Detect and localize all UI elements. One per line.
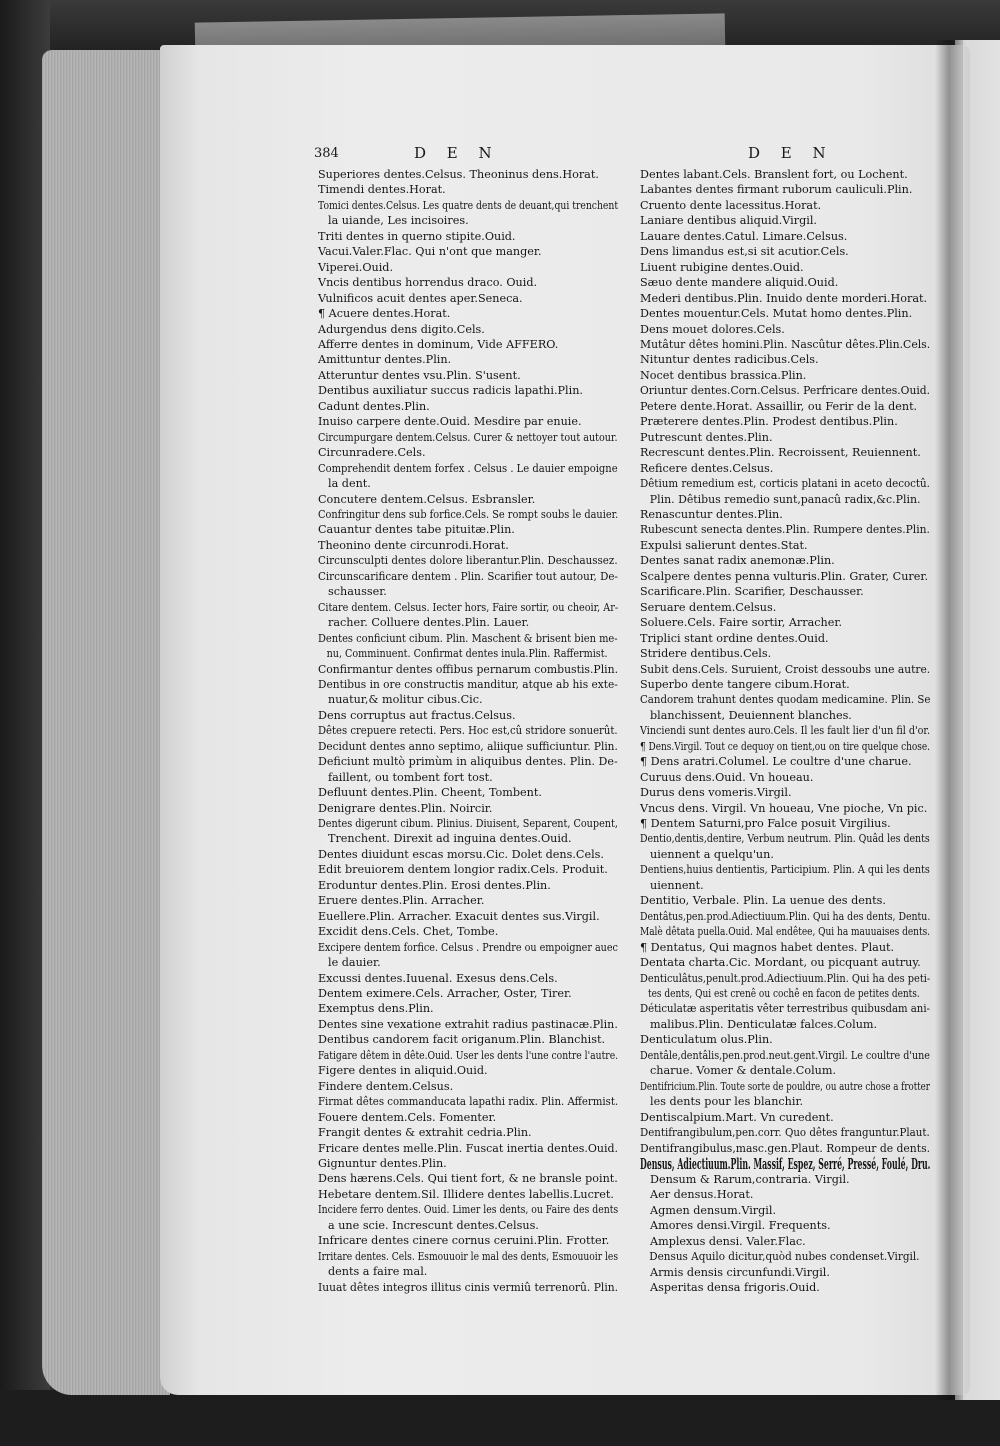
dictionary-entry: Afferre dentes in dominum, Vide AFFERO. [318,337,559,351]
dictionary-entry: uiennent. [650,878,704,892]
right-column-entries [640,167,930,1296]
dictionary-entry: Lauare dentes.Catul. Limare.Celsus. [640,229,848,243]
dictionary-entry: les dents pour les blanchir. [650,1095,804,1109]
dictionary-entry: Atteruntur dentes vsu.Plin. S'usent. [318,368,521,382]
dictionary-entry: Dêtium remedium est, corticis platani in aceto decoctû. [640,477,930,491]
dictionary-entry: dents a faire mal. [328,1265,428,1279]
dictionary-entry: Confringitur dens sub forfice.Cels. Se rompt soubs le dauier. [318,507,619,521]
dictionary-entry: Densus Aquilo dicitur,quòd nubes condenset.Virgil. [649,1250,920,1264]
dictionary-entry: Vulnificos acuit dentes aper.Seneca. [318,291,523,305]
dictionary-entry: charue. Vomer & dentale.Colum. [650,1064,837,1078]
dictionary-entry: Dentibus auxiliatur succus radicis lapathi.Plin. [318,384,583,398]
dictionary-entry: Firmat dêtes commanducata lapathi radix. Plin. Affermist. [318,1095,619,1109]
dictionary-entry: Dens hærens.Cels. Qui tient fort, & ne bransle point. [318,1172,618,1186]
dictionary-entry: Candorem trahunt dentes quodam medicamine. Plin. Se [640,693,931,707]
dictionary-entry: Nocet dentibus brassica.Plin. [640,368,807,382]
dictionary-entry: Dentibus candorem facit origanum.Plin. Blanchist. [318,1033,605,1047]
dictionary-entry: Gignuntur dentes.Plin. [318,1157,447,1170]
dictionary-entry: Fatigare dêtem in dête.Ouid. User les dents l'une contre l'autre. [318,1048,619,1062]
dictionary-entry: Cauantur dentes tabe pituitæ.Plin. [318,523,515,537]
page-block-edges [42,50,170,1395]
dictionary-entry: Dens corruptus aut fractus.Celsus. [318,708,516,722]
dictionary-entry: ¶ Acuere dentes.Horat. [318,307,451,321]
dictionary-entry: Denticulatum olus.Plin. [640,1033,773,1047]
dictionary-entry: nuatur,& molitur cibus.Cic. [328,693,483,707]
dictionary-entry: Circunscarificare dentem . Plin. Scarifier tout autour, De- [318,569,618,583]
dictionary-entry: Reficere dentes.Celsus. [640,461,774,475]
dictionary-entry: Excidit dens.Cels. Chet, Tombe. [318,925,499,939]
dictionary-entry: Deficiunt multò primùm in aliquibus dentes. Plin. De- [318,755,618,769]
dictionary-entry: Asperitas densa frigoris.Ouid. [650,1281,820,1295]
dictionary-entry: Citare dentem. Celsus. Iecter hors, Faire sortir, ou cheoir, Ar- [318,600,619,614]
dictionary-entry: Eroduntur dentes.Plin. Erosi dentes.Plin. [318,878,551,892]
dictionary-entry: Concutere dentem.Celsus. Esbransler. [318,492,536,506]
dictionary-entry: Inuiso carpere dente.Ouid. Mesdire par enuie. [318,415,582,429]
dictionary-entry: Déticulatæ asperitatis vêter terrestribus quibusdam ani- [640,1002,930,1016]
dictionary-entry: Findere dentem.Celsus. [318,1079,454,1093]
dictionary-entry: ¶ Dentem Saturni,pro Falce posuit Virgilius. [640,817,891,831]
dictionary-entry: Denigrare dentes.Plin. Noircir. [318,801,493,815]
dictionary-entry: Stridere dentibus.Cels. [640,647,772,661]
dictionary-entry: Dentâle,dentâlis,pen.prod.neut.gent.Virgil. Le coultre d'une [640,1048,930,1062]
dictionary-entry: Amplexus densi. Valer.Flac. [650,1234,806,1248]
dictionary-entry: Frangit dentes & extrahit cedria.Plin. [318,1126,532,1140]
dictionary-entry: Irritare dentes. Cels. Esmouuoir le mal des dents, Esmouuoir les [318,1249,619,1263]
dictionary-entry: Circunsculpti dentes dolore liberantur.Plin. Deschaussez. [318,554,618,568]
dictionary-entry: Rubescunt senecta dentes.Plin. Rumpere dentes.Plin. [640,523,930,537]
dictionary-entry: la dent. [328,477,371,491]
dictionary-entry: racher. Colluere dentes.Plin. Lauer. [328,616,530,630]
dictionary-entry: Confirmantur dentes offibus pernarum combustis.Plin. [318,662,619,676]
page-gutter-shadow [935,40,963,1400]
dictionary-entry: Denticulâtus,penult.prod.Adiectiuum.Plin. Qui ha des peti- [640,971,931,985]
dictionary-entry: Recrescunt dentes.Plin. Recroissent, Reuiennent. [640,446,921,460]
dictionary-entry: Dens limandus est,si sit acutior.Cels. [640,245,849,259]
dictionary-entry: Soluere.Cels. Faire sortir, Arracher. [640,616,843,630]
dictionary-entry: Infricare dentes cinere cornus ceruini.Plin. Frotter. [318,1234,610,1248]
running-head-left: D E N [414,144,500,162]
dictionary-entry: Sæuo dente mandere aliquid.Ouid. [640,276,839,290]
dictionary-entry: Superiores dentes.Celsus. Theoninus dens.Horat. [318,168,599,181]
dictionary-entry: faillent, ou tombent fort tost. [328,770,493,784]
dictionary-entry: Triti dentes in querno stipite.Ouid. [318,229,516,243]
dictionary-entry: Labantes dentes firmant ruborum cauliculi.Plin. [640,183,913,197]
left-column-entries [318,167,618,1295]
dictionary-entry: Dentifrangibulum,pen.corr. Quo dêtes franguntur.Plaut. [640,1126,930,1140]
dictionary-entry: Armis densis circunfundi.Virgil. [650,1265,830,1279]
dictionary-entry: Dentifricium.Plin. Toute sorte de pouldre, ou autre chose a frotter [640,1079,930,1093]
dictionary-entry: Vacui.Valer.Flac. Qui n'ont que manger. [318,245,542,259]
dictionary-entry: a une scie. Increscunt dentes.Celsus. [328,1218,539,1232]
dictionary-entry: ¶ Dens.Virgil. Tout ce dequoy on tient,ou on tire quelque chose. [640,739,931,753]
dictionary-entry: Dentiscalpium.Mart. Vn curedent. [640,1110,834,1124]
dictionary-entry: Dentes labant.Cels. Branslent fort, ou Lochent. [640,168,908,181]
dictionary-entry: Tomici dentes.Celsus. Les quatre dents de deuant,qui trenchent [318,198,619,212]
dictionary-entry: Iuuat dêtes integros illitus cinis vermiû terrenorû. Plin. [318,1280,619,1294]
dictionary-entry: Cruento dente lacessitus.Horat. [640,198,822,212]
dictionary-entry: Scalpere dentes penna vulturis.Plin. Grater, Curer. [640,569,929,583]
dictionary-entry: Incidere ferro dentes. Ouid. Limer les dents, ou Faire des dents [318,1203,619,1217]
dictionary-entry: Vinciendi sunt dentes auro.Cels. Il les fault lier d'un fil d'or. [640,724,931,738]
dictionary-entry: Agmen densum.Virgil. [650,1203,777,1217]
dictionary-entry: Theonino dente circunrodi.Horat. [318,538,509,552]
dictionary-entry: Præterere dentes.Plin. Prodest dentibus.Plin. [640,415,898,429]
dictionary-entry: Decidunt dentes anno septimo, aliique sufficiuntur. Plin. [318,739,618,753]
dictionary-entry: uiennent a quelqu'un. [650,847,774,861]
dictionary-entry: Densum & Rarum,contraria. Virgil. [650,1173,850,1186]
dictionary-entry: Dentata charta.Cic. Mordant, ou picquant autruy. [640,956,921,970]
dictionary-entry: Scarificare.Plin. Scarifier, Deschausser. [640,585,864,599]
dictionary-entry: Mutâtur dêtes homini.Plin. Nascûtur dêtes.Plin.Cels. [640,337,931,351]
dictionary-entry: Edit breuiorem dentem longior radix.Cels. Produit. [318,863,608,877]
dictionary-entry: nu, Comminuent. Confirmat dentes inula.Plin. Raffermist. [326,647,608,661]
dictionary-entry: Vncus dens. Virgil. Vn houeau, Vne pioche, Vn pic. [640,801,928,815]
dictionary-entry: Petere dente.Horat. Assaillir, ou Ferir de la dent. [640,399,918,413]
dictionary-entry: ¶ Dens aratri.Columel. Le coultre d'une charue. [640,755,912,769]
dictionary-entry: Renascuntur dentes.Plin. [640,507,783,521]
dictionary-entry: Amores densi.Virgil. Frequents. [650,1219,831,1233]
dictionary-entry: Figere dentes in aliquid.Ouid. [318,1064,488,1078]
dictionary-entry: Dentio,dentis,dentire, Verbum neutrum. Plin. Quâd les dents [640,832,930,846]
page-number: 384 [314,146,339,161]
dictionary-entry: Expulsi salierunt dentes.Stat. [640,538,808,552]
dictionary-entry: Dentes diuidunt escas morsu.Cic. Dolet dens.Cels. [318,847,604,861]
dictionary-entry: Triplici stant ordine dentes.Ouid. [640,631,829,645]
dictionary-entry: ¶ Dentatus, Qui magnos habet dentes. Plaut. [640,940,895,954]
dictionary-entry: tes dents, Qui est crenê ou cochê en facon de petites dents. [648,987,920,1001]
dictionary-entry: Laniare dentibus aliquid.Virgil. [640,214,817,228]
dictionary-entry: Excipere dentem forfice. Celsus . Prendre ou empoigner auec [318,940,618,954]
book-cover-bottom [0,1390,1000,1446]
dictionary-entry: Hebetare dentem.Sil. Illidere dentes labellis.Lucret. [318,1187,614,1201]
dictionary-entry: Excussi dentes.Iuuenal. Exesus dens.Cels. [318,971,558,985]
dictionary-entry: Oriuntur dentes.Corn.Celsus. Perfricare dentes.Ouid. [640,384,931,398]
dictionary-entry: Densus, Adiectiuum.Plin. Massif, Espez, Serré, Pressé, Foulé, Dru. [640,1155,931,1173]
dictionary-entry: Dentitio, Verbale. Plin. La uenue des dents. [640,894,886,908]
dictionary-entry: Adurgendus dens digito.Cels. [318,322,485,336]
dictionary-entry: Defluunt dentes.Plin. Cheent, Tombent. [318,786,542,800]
dictionary-entry: blanchissent, Deuiennent blanches. [650,708,852,722]
dictionary-entry: Dentes sine vexatione extrahit radius pastinacæ.Plin. [318,1017,618,1031]
dictionary-entry: Comprehendit dentem forfex . Celsus . Le dauier empoigne [318,461,618,475]
dictionary-entry: Superbo dente tangere cibum.Horat. [640,677,850,691]
dictionary-entry: Amittuntur dentes.Plin. [318,353,452,367]
dictionary-entry: la uiande, Les incisoires. [328,214,469,228]
dictionary-entry: Dentem eximere.Cels. Arracher, Oster, Tirer. [318,987,572,1001]
dictionary-entry: Dentes mouentur.Cels. Mutat homo dentes.Plin. [640,307,913,321]
dictionary-entry: Cadunt dentes.Plin. [318,399,430,413]
dictionary-entry: Subit dens.Cels. Suruient, Croist dessoubs une autre. [640,662,931,676]
dictionary-entry: Dentâtus,pen.prod.Adiectiuum.Plin. Qui ha des dents, Dentu. [640,909,931,923]
dictionary-entry: Curuus dens.Ouid. Vn houeau. [640,770,814,784]
dictionary-entry: Circunradere.Cels. [318,446,426,460]
dictionary-entry: Malè dêtata puella.Ouid. Mal endêtee, Qui ha mauuaises dents. [640,925,931,939]
dictionary-entry: Dentibus in ore constructis manditur, atque ab his exte- [318,677,618,691]
dictionary-entry: Putrescunt dentes.Plin. [640,430,773,444]
dictionary-entry: schausser. [328,585,387,599]
dictionary-entry: Aer densus.Horat. [650,1188,754,1202]
dictionary-entry: le dauier. [328,956,381,970]
dictionary-entry: Dêtes crepuere retecti. Pers. Hoc est,cû stridore sonuerût. [318,724,618,738]
dictionary-entry: Fouere dentem.Cels. Fomenter. [318,1110,497,1124]
dictionary-entry: Fricare dentes melle.Plin. Fuscat inertia dentes.Ouid. [318,1141,619,1155]
dictionary-entry: Timendi dentes.Horat. [318,183,446,197]
dictionary-entry: Dens mouet dolores.Cels. [640,322,785,336]
dictionary-entry: Trenchent. Direxit ad inguina dentes.Ouid. [328,832,572,846]
dictionary-entry: Exemptus dens.Plin. [318,1002,434,1016]
dictionary-entry: Viperei.Ouid. [318,260,394,274]
dictionary-entry: Plin. Dêtibus remedio sunt,panacû radix,&c.Plin. [649,492,921,506]
running-head-right: D E N [748,144,834,162]
dictionary-entry: Nituntur dentes radicibus.Cels. [640,353,819,367]
dictionary-entry: Dentiens,huius dentientis, Participium. Plin. A qui les dents [640,863,930,877]
dictionary-entry: Liuent rubigine dentes.Ouid. [640,260,804,274]
dictionary-entry: malibus.Plin. Denticulatæ falces.Colum. [650,1017,878,1031]
dictionary-entry: Dentes sanat radix anemonæ.Plin. [640,554,835,568]
dictionary-entry: Dentes conficiunt cibum. Plin. Maschent & brisent bien me- [318,631,618,645]
dictionary-entry: Eruere dentes.Plin. Arracher. [318,894,485,908]
dictionary-entry: Mederi dentibus.Plin. Inuido dente morderi.Horat. [640,291,928,305]
dictionary-entry: Seruare dentem.Celsus. [640,600,777,614]
dictionary-entry: Vncis dentibus horrendus draco. Ouid. [318,276,538,290]
dictionary-entry: Circumpurgare dentem.Celsus. Curer & nettoyer tout autour. [318,430,618,444]
dictionary-entry: Durus dens vomeris.Virgil. [640,786,792,800]
dictionary-entry: Dentes digerunt cibum. Plinius. Diuisent, Separent, Coupent, [318,817,618,831]
dictionary-entry: Euellere.Plin. Arracher. Exacuit dentes sus.Virgil. [318,909,600,923]
dictionary-entry: Dentifrangibulus,masc.gen.Plaut. Rompeur de dents. [640,1141,931,1155]
